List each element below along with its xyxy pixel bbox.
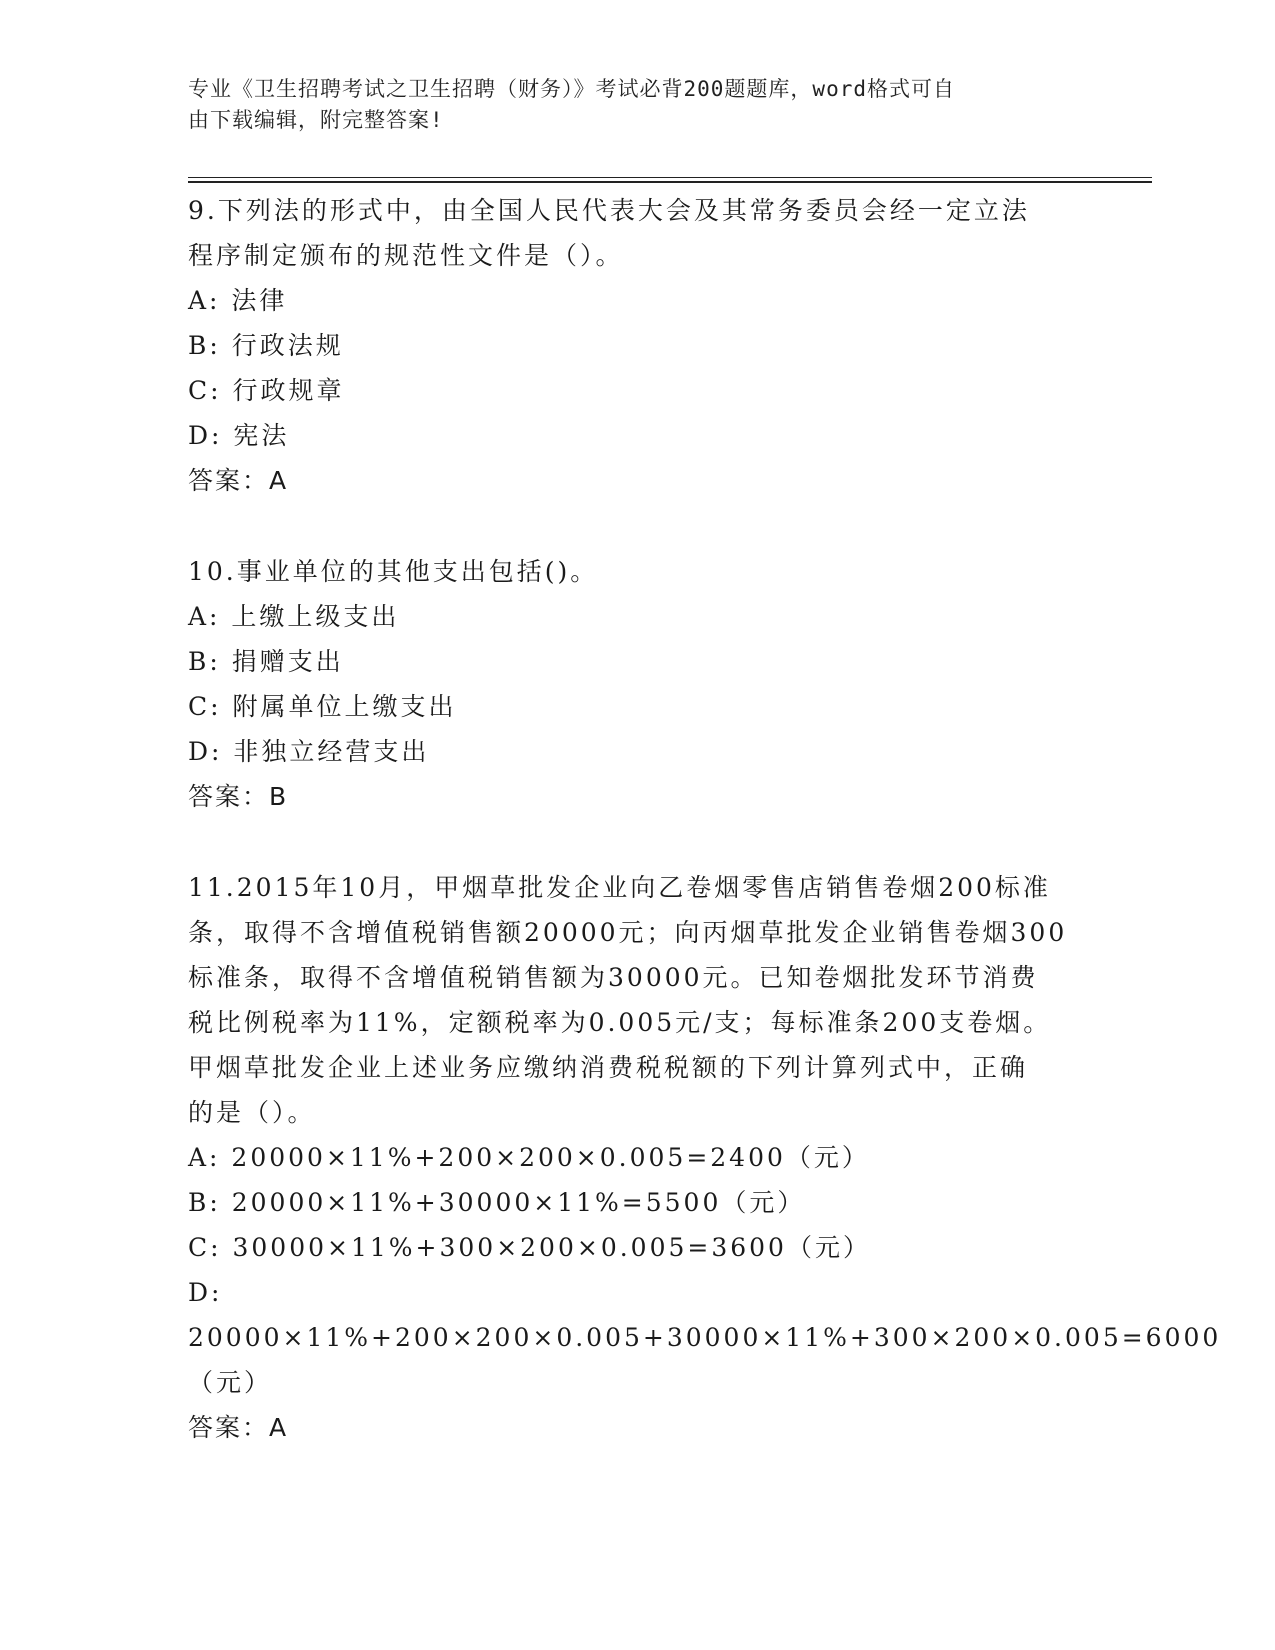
- answer: 答案：A: [188, 466, 289, 495]
- question-list: [188, 188, 1222, 1450]
- question-stem-line: 甲烟草批发企业上述业务应缴纳消费税税额的下列计算列式中，正确: [188, 1053, 1029, 1082]
- option-b: B: 行政法规: [188, 331, 344, 360]
- option-c: C: 行政规章: [188, 376, 345, 405]
- answer: 答案：B: [188, 782, 289, 811]
- question-11: [188, 865, 1222, 1450]
- question-stem-line: 税比例税率为11%，定额税率为0.005元/支；每标准条200支卷烟。: [188, 1008, 1052, 1037]
- option-a: A: 上缴上级支出: [188, 602, 400, 631]
- header-divider-thick: [188, 181, 1152, 183]
- question-stem-line: 9.下列法的形式中，由全国人民代表大会及其常务委员会经一定立法: [188, 196, 1030, 225]
- option-d: D: 20000×11%+200×200×0.005+30000×11%+300×200×0.005=6000: [188, 1278, 1222, 1352]
- question-9: [188, 188, 1088, 503]
- question-10: [188, 549, 1088, 819]
- question-stem-line: 10.事业单位的其他支出包括()。: [188, 557, 599, 586]
- option-a: A: 20000×11%+200×200×0.005=2400（元）: [188, 1143, 870, 1172]
- option-b: B: 20000×11%+30000×11%=5500（元）: [188, 1188, 806, 1217]
- question-stem-line: 程序制定颁布的规范性文件是（）。: [188, 241, 624, 270]
- header-divider-thin: [188, 177, 1152, 178]
- question-stem-line: 的是（）。: [188, 1098, 316, 1127]
- answer: 答案：A: [188, 1413, 289, 1442]
- option-c: C: 附属单位上缴支出: [188, 692, 457, 721]
- option-c: C: 30000×11%+300×200×0.005=3600（元）: [188, 1233, 871, 1262]
- option-d: D: 宪法: [188, 421, 290, 450]
- header-line-1: 专业《卫生招聘考试之卫生招聘（财务）》考试必背200题题库，word格式可自: [188, 77, 955, 101]
- option-d-continuation: （元）: [188, 1368, 273, 1397]
- option-a: A: 法律: [188, 286, 288, 315]
- question-stem-line: 标准条，取得不含增值税销售额为30000元。已知卷烟批发环节消费: [188, 963, 1039, 992]
- document-header: [188, 74, 1068, 136]
- question-stem-line: 条，取得不含增值税销售额20000元；向丙烟草批发企业销售卷烟300: [188, 918, 1068, 947]
- header-line-2: 由下载编辑，附完整答案!: [188, 108, 444, 132]
- option-d: D: 非独立经营支出: [188, 737, 430, 766]
- question-stem-line: 11.2015年10月，甲烟草批发企业向乙卷烟零售店销售卷烟200标准: [188, 873, 1051, 902]
- option-b: B: 捐赠支出: [188, 647, 344, 676]
